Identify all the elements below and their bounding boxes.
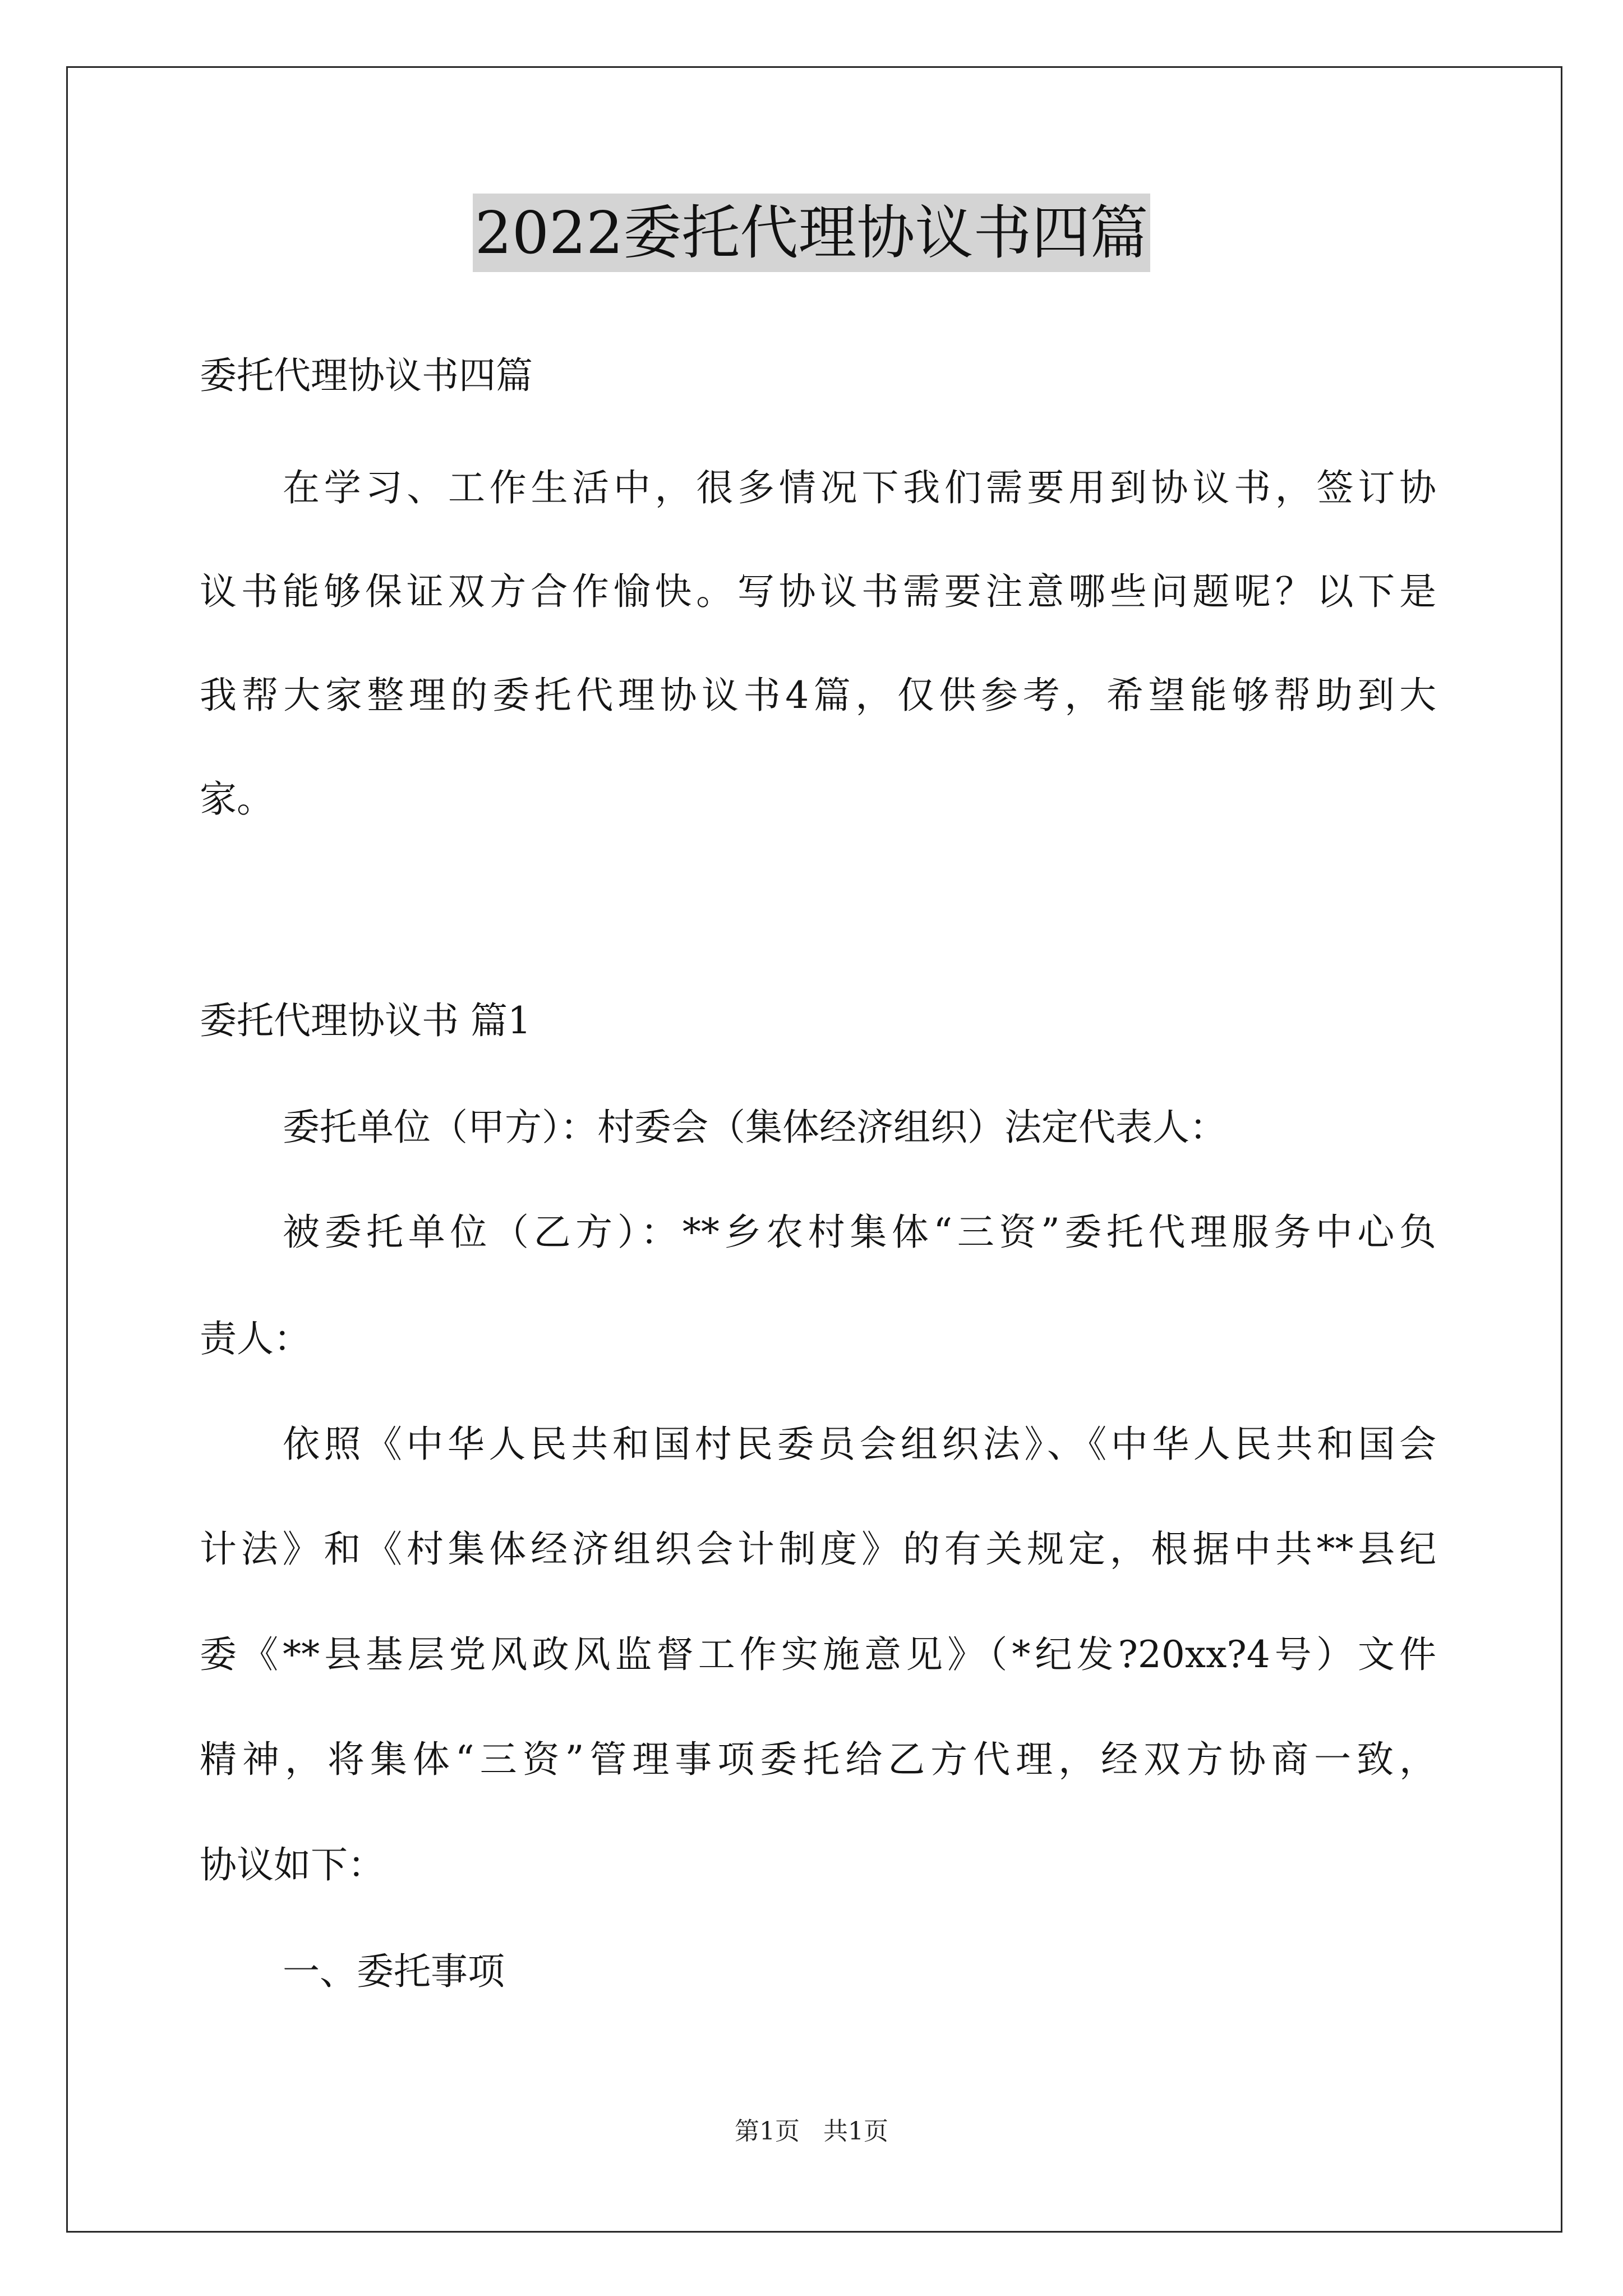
paragraph-line: 责人： — [200, 1317, 311, 1360]
section-heading: 委托代理协议书 篇1 — [200, 999, 531, 1042]
paragraph-line: 依照《中华人民共和国村民委员会组织法》、《中华人民共和国会 — [283, 1423, 1436, 1466]
paragraph-line: 协议如下： — [200, 1843, 385, 1887]
paragraph-line: 计法》和《村集体经济组织会计制度》的有关规定，根据中共**县纪 — [200, 1527, 1436, 1571]
page-footer: 第1页 共1页 — [735, 2117, 888, 2146]
subtitle-line: 委托代理协议书四篇 — [200, 354, 533, 397]
paragraph-line: 被委托单位（乙方）：**乡农村集体“三资”委托代理服务中心负 — [283, 1211, 1436, 1254]
paragraph-line: 精神，将集体“三资”管理事项委托给乙方代理，经双方协商一致， — [200, 1738, 1436, 1781]
paragraph-line: 委托单位（甲方）：村委会（集体经济组织）法定代表人： — [283, 1106, 1227, 1149]
title-container — [0, 194, 1623, 272]
paragraph-line: 委《**县基层党风政风监督工作实施意见》（*纪发?20xx?4号）文件 — [200, 1633, 1436, 1676]
paragraph-line: 在学习、工作生活中，很多情况下我们需要用到协议书，签订协 — [283, 466, 1436, 509]
paragraph-line: 家。 — [200, 777, 274, 821]
list-heading: 一、委托事项 — [283, 1950, 505, 1993]
paragraph-line: 议书能够保证双方合作愉快。写协议书需要注意哪些问题呢？以下是 — [200, 570, 1436, 613]
paragraph-line: 我帮大家整理的委托代理协议书4篇，仅供参考，希望能够帮助到大 — [200, 674, 1436, 717]
document-title: 2022委托代理协议书四篇 — [473, 194, 1151, 272]
